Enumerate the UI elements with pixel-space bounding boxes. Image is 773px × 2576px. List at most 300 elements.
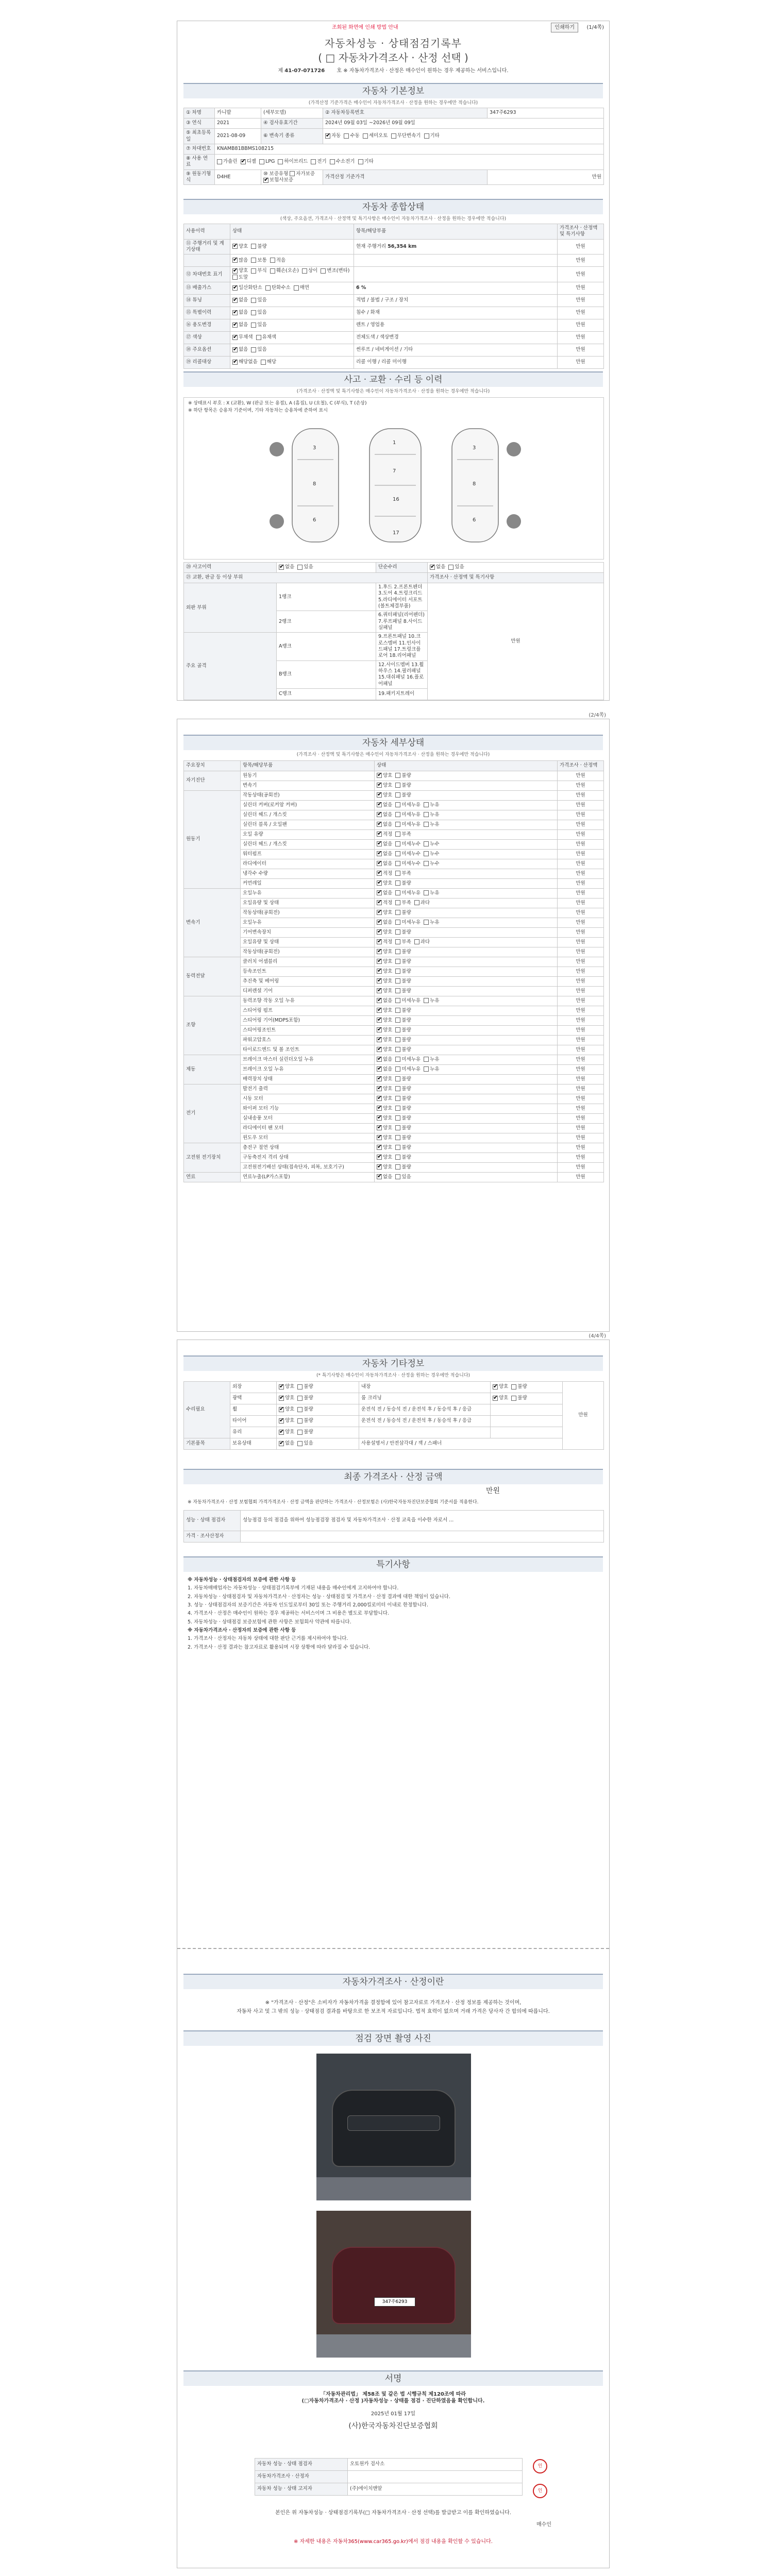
checkbox-label: 누수	[430, 860, 440, 867]
checkbox-label: 양호	[383, 772, 393, 778]
car-grille	[347, 2115, 440, 2131]
checkbox-label: 탄화수소	[271, 285, 291, 291]
checkbox-label: 불량	[401, 1027, 411, 1033]
svg-text:8: 8	[313, 481, 316, 487]
checkbox	[424, 890, 429, 895]
fuel-hybrid-checkbox	[278, 159, 283, 164]
rankB-label: B랭크	[277, 660, 376, 688]
note-line: 1. 가격조사 · 산정자는 자동차 상태에 대한 판단 근거를 제시하여야 합니다.	[188, 1636, 348, 1642]
checkbox	[395, 1145, 400, 1150]
detail-item-price: 만원	[558, 1045, 604, 1055]
section-divider	[177, 1948, 609, 1949]
checkbox	[414, 900, 419, 905]
checkbox	[377, 802, 382, 807]
price-basis-unit: 만원	[488, 170, 604, 185]
repair-price-col: 가격조사 · 산정액 및 특기사항	[428, 573, 604, 583]
sign-notifier-name: (주)에이치앤알	[348, 2483, 523, 2496]
fuel-hybrid-label: 하이브리드	[284, 159, 308, 165]
svg-text:17: 17	[393, 530, 399, 536]
checkbox-label: 훼손(오손)	[276, 268, 299, 274]
checkbox-label: 양호	[239, 268, 248, 274]
checkbox-label: 양호	[383, 929, 393, 935]
overall-row-label: ⑪ 주행거리 및 계기상태	[184, 239, 230, 255]
detail-item-name: 스티어링조인트	[241, 1026, 375, 1036]
guarantee-insurance-checkbox	[263, 178, 268, 183]
first-reg: 2021-08-09	[215, 129, 261, 144]
sign-checker-name: 오토원카 검사소	[348, 2459, 523, 2471]
checkbox	[377, 1057, 382, 1062]
checkbox-label: 없음	[239, 322, 248, 328]
doc-number: 41-07-071726	[284, 68, 325, 74]
other-row-name: 유리	[230, 1427, 277, 1438]
sign-buyer	[183, 2521, 603, 2528]
checkbox	[251, 268, 256, 274]
overall-row-item-text: 썬루프 / 네비게이션 / 기타	[356, 347, 413, 353]
detail-group-name: 조향	[184, 996, 241, 1055]
detail-item-name: 스티어링 기어(MDPS포함)	[241, 1016, 375, 1026]
sign-footer	[183, 2510, 603, 2545]
top-bar	[177, 21, 609, 35]
detail-item-name: 윈도우 모터	[241, 1133, 375, 1143]
checkbox-label: 양호	[285, 1384, 295, 1390]
other-row-state	[277, 1416, 359, 1427]
overall-row-price: 만원	[558, 319, 604, 332]
overall-row-item	[354, 295, 558, 307]
print-notice-link[interactable]: 조회된 화면에 인쇄 방법 안내	[332, 25, 398, 30]
checkbox	[377, 1115, 382, 1121]
license-plate: 347주6293	[374, 2297, 415, 2307]
final-price-value: 만원	[485, 1487, 500, 1495]
simple-yes-label: 있음	[455, 564, 464, 570]
detail-item-name: 작동상태(공회전)	[241, 908, 375, 918]
report-page-3	[177, 1333, 610, 2568]
checkbox	[395, 1018, 400, 1023]
checkbox-label: 양호	[285, 1429, 295, 1435]
checkbox	[395, 1106, 400, 1111]
checkbox-label: 불량	[304, 1406, 313, 1413]
checkbox	[395, 1164, 400, 1170]
detail-table	[183, 760, 604, 1182]
detail-row	[184, 1045, 604, 1055]
detail-item-name: 충전구 절연 상태	[241, 1143, 375, 1153]
checkbox	[377, 929, 382, 935]
detail-col-state: 상태	[375, 761, 558, 771]
transmission-options	[323, 129, 604, 144]
transmission-semi-checkbox	[363, 133, 368, 139]
fuel-electric-checkbox	[311, 159, 316, 164]
doc-number-suffix: 호	[337, 68, 342, 74]
checkbox	[377, 851, 382, 856]
overall-row-item	[354, 282, 558, 295]
detail-item-name: 실린더 헤드 / 개스킷	[241, 810, 375, 820]
print-button[interactable]: 인쇄하기	[551, 23, 578, 32]
overall-row-price: 만원	[558, 267, 604, 282]
detail-item-name: 구동축전지 격리 상태	[241, 1153, 375, 1163]
accident-values	[277, 563, 376, 573]
detail-item-name: 실린더 블록 / 오일팬	[241, 820, 375, 830]
detail-item-price: 만원	[558, 1124, 604, 1133]
detail-row	[184, 1075, 604, 1084]
other-row-b-text: 운전석 전 / 동승석 전 / 운전석 후 / 동승석 후 / 응급	[361, 1406, 472, 1413]
checkbox	[395, 890, 400, 895]
checkbox-label: 없음	[383, 841, 393, 847]
note-line: 2. 자동차성능 · 상태점검자 및 자동차가격조사 · 산정자는 성능 · 상태점검 및 가격조사 · 산정 결과에 대한 책임이 있습니다.	[188, 1594, 450, 1600]
detail-row	[184, 918, 604, 928]
checkbox-label: 불량	[517, 1384, 527, 1390]
checkbox	[377, 1076, 382, 1081]
checkbox-label: 없음	[383, 851, 393, 857]
simple-yes-checkbox	[448, 565, 453, 570]
checkbox	[297, 1441, 303, 1446]
detail-item-price: 만원	[558, 889, 604, 899]
checkbox-label: 양호	[239, 243, 248, 249]
year-label: ③ 연식	[184, 118, 215, 129]
overall-row-state	[230, 307, 354, 319]
checkbox	[377, 939, 382, 944]
checkbox-label: 양호	[383, 978, 393, 984]
overall-row	[184, 255, 604, 267]
detail-item-state	[375, 869, 558, 879]
checkbox	[395, 939, 400, 944]
checkbox	[377, 890, 382, 895]
checkbox-label: 양호	[383, 880, 393, 886]
checkbox	[395, 851, 400, 856]
checkbox-label: 누수	[430, 841, 440, 847]
other-row-name: 타이어	[230, 1416, 277, 1427]
checkbox-label: 많음	[239, 257, 248, 263]
checkbox	[270, 268, 275, 274]
checkbox	[395, 773, 400, 778]
checkbox-label: 양호	[383, 948, 393, 955]
overall-row-value: 56,354 km	[388, 243, 417, 249]
detail-item-name: 등속조인트	[241, 967, 375, 977]
inspection-photo-front	[316, 2054, 471, 2200]
detail-item-name: 원동기	[241, 771, 375, 781]
detail-item-name: 디퍼렌셜 기어	[241, 987, 375, 996]
checkbox	[395, 792, 400, 798]
doc-number-line	[177, 67, 609, 74]
transmission-other-checkbox	[424, 133, 429, 139]
checkbox	[270, 258, 275, 263]
report-page-1	[177, 21, 610, 701]
detail-row	[184, 840, 604, 850]
detail-item-name: 스티어링 펌프	[241, 1006, 375, 1016]
warranty-label: ④ 검사유효기간	[261, 118, 323, 129]
checkbox-label: 있음	[257, 347, 267, 353]
overall-row-state	[230, 344, 354, 357]
checkbox-label: 불량	[257, 243, 267, 249]
checkbox-label: 미세누유	[401, 919, 421, 925]
detail-row	[184, 1036, 604, 1045]
final-price-title: 최종 가격조사 · 산정 금액	[183, 1469, 603, 1484]
vin: KNAMB81BBMS108215	[215, 144, 604, 155]
rank1-items	[376, 583, 428, 611]
accident-none-checkbox	[279, 565, 284, 570]
other-row	[184, 1382, 604, 1393]
detail-item-state	[375, 1114, 558, 1124]
checkbox-label: 불량	[304, 1384, 313, 1390]
detail-item-name: 오일누유	[241, 889, 375, 899]
detail-group-name: 제동	[184, 1055, 241, 1084]
checkbox	[377, 1096, 382, 1101]
checkbox-label: 불량	[401, 880, 411, 886]
other-row-b	[359, 1382, 491, 1393]
checkbox	[377, 959, 382, 964]
overall-row-state	[230, 267, 354, 282]
checkbox-label: 부족	[401, 870, 411, 876]
guarantee-options	[261, 170, 323, 185]
fuel-label: ⑧ 사용 연료	[184, 155, 215, 170]
sign-company: (사)한국자동차진단보증협회	[348, 2422, 438, 2430]
checkbox	[395, 1115, 400, 1121]
checkbox-label: 누유	[430, 811, 440, 818]
overall-row-label: ⑮ 특별이력	[184, 307, 230, 319]
detail-row	[184, 899, 604, 908]
checkbox	[377, 1125, 382, 1130]
detail-item-price: 만원	[558, 1084, 604, 1094]
checkbox-label: 불량	[401, 1086, 411, 1092]
note-line: 5. 자동차성능 · 상태점검 보증보험에 관한 사항은 보험회사 약관에 따릅니다.	[188, 1619, 351, 1625]
checkbox	[377, 1164, 382, 1170]
doc-number-label: 제	[278, 68, 283, 74]
checkbox-label: 양호	[383, 1007, 393, 1013]
detail-item-state	[375, 1045, 558, 1055]
overall-row-item-text: 현재 주행거리	[356, 243, 386, 249]
frame-label: 주요 골격	[184, 633, 277, 700]
checkbox-label: 누유	[430, 1066, 440, 1072]
detail-item-name: 브레이크 마스터 실린더오일 누유	[241, 1055, 375, 1065]
sign-footer-1: 본인은 위 자동차성능 · 상태점검기록부(□ 자동차가격조사 · 산정 선택)를 발급받고 이를 확인하였습니다.	[275, 2510, 511, 2516]
checkbox	[377, 1008, 382, 1013]
checkbox-label: 불량	[401, 909, 411, 916]
checkbox	[261, 360, 266, 365]
checkbox	[395, 1027, 400, 1032]
checkbox-label: 불량	[401, 968, 411, 974]
checkbox-label: 없음	[383, 802, 393, 808]
checkbox	[297, 1418, 303, 1423]
detail-item-state	[375, 1124, 558, 1133]
other-row-b	[359, 1427, 491, 1438]
first-reg-label: ⑤ 최초등록일	[184, 129, 215, 144]
checkbox-label: 양호	[285, 1395, 295, 1401]
detail-row	[184, 977, 604, 987]
detail-col-main: 주요장치	[184, 761, 241, 771]
warranty-period: 2024년 09월 03일 ~2026년 09월 09일	[323, 118, 604, 129]
checkbox-label: 없음	[383, 860, 393, 867]
checkbox	[377, 920, 382, 925]
checkbox	[377, 822, 382, 827]
reg-no-label: ② 자동차등록번호	[323, 108, 488, 118]
base-items-options: 사용설명서 / 안전삼각대 / 잭 / 스패너	[359, 1438, 563, 1450]
checkbox	[395, 812, 400, 817]
checkbox-label: 미세누수	[401, 841, 421, 847]
fuel-lpg-label: LPG	[265, 159, 275, 165]
checkbox	[424, 841, 429, 846]
checkbox-label: 보통	[257, 257, 267, 263]
detail-row	[184, 869, 604, 879]
overall-row-item	[354, 255, 558, 267]
detail-item-state	[375, 899, 558, 908]
accident-table	[183, 562, 604, 700]
checkbox-label: 양호	[383, 1086, 393, 1092]
sign-text-1: 「자동차관리법」 제58조 및 같은 법 시행규칙 제120조에 따라	[320, 2392, 466, 2397]
detail-item-name: 배력장치 상태	[241, 1075, 375, 1084]
detail-item-price: 만원	[558, 850, 604, 859]
checkbox-label: 부족	[401, 831, 411, 837]
garage-floor-rear	[316, 2334, 471, 2358]
overall-row-item-text: 리콜 이행 / 리콜 미이행	[356, 359, 407, 365]
checkbox-label: 과다	[420, 939, 430, 945]
detail-item-state	[375, 1006, 558, 1016]
report-header	[177, 37, 609, 74]
checkbox	[251, 347, 256, 352]
overall-row-state	[230, 357, 354, 369]
service-notice: ※ 자동차가격조사 · 산정은 매수인이 원하는 경우 제공하는 서비스입니다.	[343, 68, 509, 74]
other-row-b-text: 내장	[361, 1384, 371, 1390]
checkbox	[302, 268, 307, 274]
checkbox-label: 부족	[401, 900, 411, 906]
guide-text-1: ※ "가격조사 · 산정"은 소비자가 자동차가격을 결정함에 있어 참고자료로 가격조사 · 산정 정보를 제공하는 것이며,	[265, 2000, 522, 2006]
checkbox-label: 불량	[401, 978, 411, 984]
checkbox-label: 적정	[383, 831, 393, 837]
sign-table	[255, 2458, 523, 2496]
checkbox	[493, 1396, 498, 1401]
checkbox	[232, 347, 238, 352]
checkbox-label: 불량	[401, 1046, 411, 1053]
detail-item-name: 작동상태(공회전)	[241, 947, 375, 957]
overall-row-label: ⑯ 용도변경	[184, 319, 230, 332]
checkbox-label: 있음	[304, 1440, 313, 1447]
detail-row	[184, 1084, 604, 1094]
checkbox	[251, 310, 256, 315]
detail-row	[184, 1065, 604, 1075]
checkbox-label: 양호	[383, 1144, 393, 1150]
checkbox	[395, 1066, 400, 1072]
detail-sub: (가격조사 · 산정액 및 특기사항은 매수인이 자동차가격조사 · 산정을 원하는 경우에만 적습니다)	[296, 752, 490, 757]
car-name-label: ① 차명	[184, 108, 215, 118]
detail-item-state	[375, 820, 558, 830]
detail-item-state	[375, 1016, 558, 1026]
checkbox	[377, 1047, 382, 1052]
checkbox-label: 불량	[401, 792, 411, 798]
svg-text:1: 1	[393, 440, 396, 446]
checkbox-label: 불량	[401, 1095, 411, 1101]
detail-item-price: 만원	[558, 938, 604, 947]
other-row-b	[359, 1416, 491, 1427]
checkbox-label: 불량	[401, 782, 411, 788]
other-row-state	[277, 1382, 359, 1393]
detail-row	[184, 801, 604, 810]
other-row	[184, 1404, 604, 1416]
detail-item-name: 커먼레일	[241, 879, 375, 889]
detail-item-price: 만원	[558, 1094, 604, 1104]
checkbox	[256, 335, 261, 340]
car-image-rear	[332, 2247, 456, 2324]
car-diagram-box	[183, 397, 604, 560]
checkbox	[377, 1018, 382, 1023]
other-row-c	[491, 1393, 563, 1404]
checkbox	[395, 1047, 400, 1052]
detail-item-name: 실린더 커버(로커암 커버)	[241, 801, 375, 810]
other-info-title: 자동차 기타정보	[183, 1355, 603, 1371]
checkbox	[395, 802, 400, 807]
checkbox-label: 없음	[285, 1440, 295, 1447]
checkbox-label: 양호	[383, 1105, 393, 1111]
checkbox	[251, 298, 256, 303]
overall-row-price: 만원	[558, 255, 604, 267]
overall-row	[184, 332, 604, 344]
page-number: (1/4쪽)	[586, 25, 604, 30]
checkbox-label: 불량	[401, 1164, 411, 1170]
detail-item-price: 만원	[558, 1026, 604, 1036]
detail-item-price: 만원	[558, 957, 604, 967]
detail-item-price: 만원	[558, 771, 604, 781]
engine-label: ⑨ 원동기형식	[184, 170, 215, 185]
checkbox-label: 양호	[383, 1017, 393, 1023]
sign-statement	[183, 2391, 603, 2431]
checkbox	[395, 880, 400, 886]
checkbox	[377, 841, 382, 846]
overall-row-label: ⑬ 배출가스	[184, 282, 230, 295]
transmission-auto-label: 자동	[331, 133, 341, 139]
rank1-items-text: 1.후드 2.프론트펜더 3.도어 4.트렁크리드	[378, 584, 423, 597]
detail-row	[184, 1114, 604, 1124]
detail-row	[184, 1026, 604, 1036]
checkbox-label: 불량	[401, 1076, 411, 1082]
overall-row-item	[354, 307, 558, 319]
detail-item-state	[375, 830, 558, 840]
col-use: 사용이력	[184, 224, 230, 240]
sign-text-2: (□자동차가격조사 · 산정 )자동차성능 · 상태를 점검 · 진단하였음을 확인합니다.	[301, 2398, 485, 2404]
checkbox-label: 양호	[383, 1037, 393, 1043]
rank2-items: 6.쿼터패널(리어펜더) 7.루프패널 8.사이드실패널	[376, 611, 428, 633]
rank2-label: 2랭크	[277, 611, 376, 633]
detail-item-price: 만원	[558, 1055, 604, 1065]
detail-row	[184, 1153, 604, 1163]
checkbox-label: 누수	[430, 851, 440, 857]
detail-row	[184, 850, 604, 859]
page-number-3: (4/4쪽)	[589, 1333, 606, 1339]
svg-text:6: 6	[473, 517, 476, 523]
garage-floor	[316, 2177, 471, 2200]
vin-label: ⑦ 차대번호	[184, 144, 215, 155]
checkbox	[232, 323, 238, 328]
detail-item-price: 만원	[558, 1133, 604, 1143]
overall-row-price: 만원	[558, 332, 604, 344]
repair-price-value: 만원	[428, 583, 604, 700]
report-title: 자동차성능 · 상태점검기록부	[325, 37, 462, 49]
note-line: 3. 성능 · 상태점검자의 보증기간은 자동차 인도일로부터 30일 또는 주행거리 2,000킬로미터 이내로 한정합니다.	[188, 1602, 428, 1608]
checkbox-label: 있음	[401, 1174, 411, 1180]
detail-item-state	[375, 996, 558, 1006]
simple-none-checkbox	[430, 565, 435, 570]
checkbox-label: 양호	[383, 1125, 393, 1131]
checkbox-label: 적정	[383, 900, 393, 906]
guide-title: 자동차가격조사 · 산정이란	[183, 1974, 603, 1989]
checkbox-label: 도말	[239, 274, 248, 280]
detail-item-price: 만원	[558, 791, 604, 801]
checkbox-label: 양호	[383, 1115, 393, 1121]
sign-price-name	[348, 2471, 523, 2483]
detail-item-name: 변속기	[241, 781, 375, 791]
checkbox-label: 양호	[383, 1164, 393, 1170]
checkbox-label: 양호	[383, 988, 393, 994]
checkbox	[232, 298, 238, 303]
checkbox	[377, 978, 382, 984]
other-row-b	[359, 1404, 491, 1416]
svg-text:3: 3	[473, 445, 476, 451]
overall-row-label: ⑱ 주요옵션	[184, 344, 230, 357]
